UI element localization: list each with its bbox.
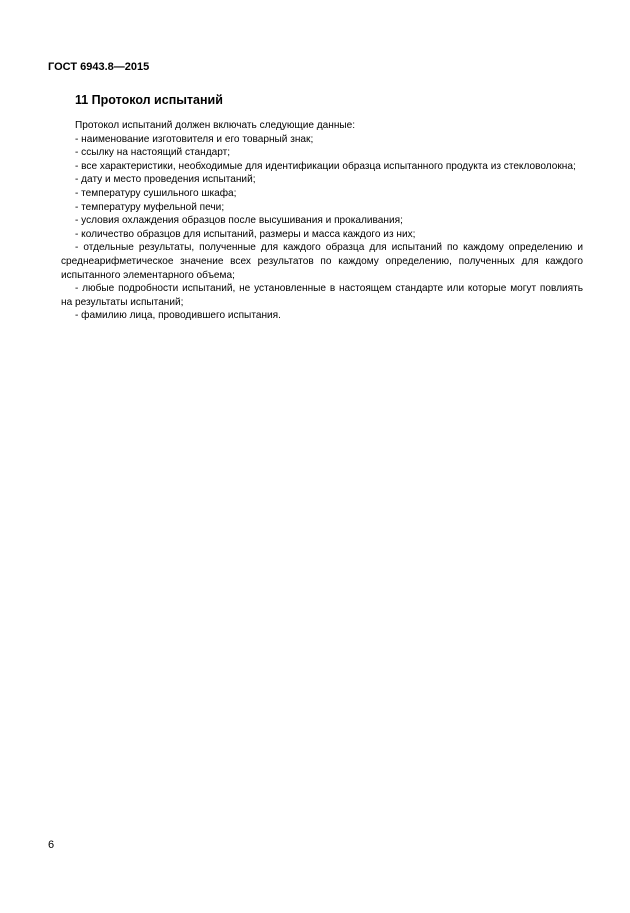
page-number: 6 — [48, 839, 55, 851]
section-title: 11 Протокол испытаний — [75, 93, 223, 107]
list-item: - все характеристики, необходимые для идентификации образца испытанного продукта из стекловолокна; — [75, 160, 576, 172]
section-body — [61, 119, 583, 323]
list-item: - количество образцов для испытаний, размеры и масса каждого из них; — [75, 228, 416, 240]
list-item: - температуру муфельной печи; — [75, 201, 225, 213]
document-code-header: ГОСТ 6943.8—2015 — [48, 61, 150, 73]
list-item: - фамилию лица, проводившего испытания. — [75, 310, 281, 322]
list-item: - наименование изготовителя и его товарный знак; — [75, 133, 314, 145]
list-item: - условия охлаждения образцов после высушивания и прокаливания; — [75, 215, 403, 227]
list-item: - любые подробности испытаний, не установленные в настоящем стандарте или которые могут повлиять на результаты испытаний; — [61, 283, 583, 308]
list-item: - температуру сушильного шкафа; — [75, 187, 237, 199]
paragraph-intro: Протокол испытаний должен включать следующие данные: — [75, 120, 356, 131]
list-item: - отдельные результаты, полученные для каждого образца для испытаний по каждому определению и среднеарифметическое значение всех результатов по каждому определению, полученных для каждого испытанного элементарного объема; — [61, 242, 583, 281]
list-item: - ссылку на настоящий стандарт; — [75, 147, 231, 159]
list-item: - дату и место проведения испытаний; — [75, 174, 256, 186]
